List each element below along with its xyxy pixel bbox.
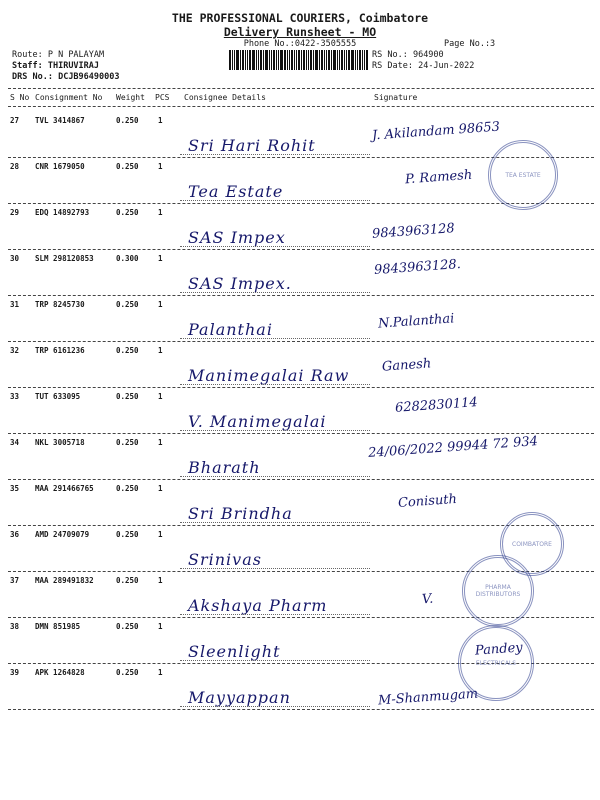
barcode-bar	[229, 50, 231, 70]
stamp-3: PHARMA DISTRIBUTORS	[462, 555, 534, 627]
barcode-bar	[294, 50, 295, 70]
row-signature: V.	[421, 591, 434, 608]
row-consignment: SLM 298120853	[35, 254, 94, 263]
consignee-line	[180, 154, 370, 155]
rs-number: RS No.: 964900	[372, 50, 444, 60]
row-pcs: 1	[158, 346, 163, 355]
barcode-bar	[301, 50, 302, 70]
row-weight: 0.250	[116, 484, 139, 493]
barcode-bar	[291, 50, 293, 70]
stamp-1: TEA ESTATE	[488, 140, 558, 210]
barcode	[229, 50, 369, 70]
col-consignment: Consignment No	[35, 93, 103, 102]
row-consignment: TUT 633095	[35, 392, 81, 401]
consignee-line	[180, 292, 370, 293]
barcode-bar	[263, 50, 264, 70]
row-consignee-handwritten: Tea Estate	[188, 182, 284, 201]
barcode-bar	[341, 50, 343, 70]
barcode-bar	[315, 50, 318, 70]
barcode-bar	[346, 50, 347, 70]
row-sno: 29	[10, 208, 20, 217]
row-signature: Pandey	[474, 640, 524, 659]
row-consignment: DMN 851985	[35, 622, 81, 631]
row-weight: 0.250	[116, 668, 139, 677]
company-title: THE PROFESSIONAL COURIERS, Coimbatore	[171, 11, 429, 25]
row-pcs: 1	[158, 392, 163, 401]
row-consignee-handwritten: Srinivas	[188, 550, 262, 569]
row-weight: 0.250	[116, 162, 139, 171]
barcode-bar	[245, 50, 246, 70]
barcode-bar	[242, 50, 244, 70]
barcode-bar	[303, 50, 305, 70]
barcode-bar	[366, 50, 368, 70]
row-pcs: 1	[158, 208, 163, 217]
row-consignee-handwritten: Bharath	[188, 458, 261, 477]
barcode-bar	[348, 50, 350, 70]
row-separator	[8, 295, 594, 296]
row-weight: 0.300	[116, 254, 139, 263]
row-signature: Conisuth	[397, 491, 458, 512]
row-signature: J. Akilandam 98653	[371, 119, 501, 144]
barcode-bar	[284, 50, 286, 70]
col-weight: Weight	[116, 93, 145, 102]
row-signature: 9843963128	[371, 221, 456, 242]
barcode-bar	[333, 50, 336, 70]
row-weight: 0.250	[116, 116, 139, 125]
row-weight: 0.250	[116, 622, 139, 631]
row-sno: 30	[10, 254, 20, 263]
barcode-bar	[256, 50, 257, 70]
row-consignment: CNR 1679050	[35, 162, 85, 171]
consignee-line	[180, 706, 370, 707]
row-consignee-handwritten: Akshaya Pharm	[188, 596, 328, 615]
consignee-line	[180, 568, 370, 569]
col-consignee: Consignee Details	[184, 93, 266, 102]
barcode-bar	[234, 50, 235, 70]
row-consignment: MAA 289491832	[35, 576, 94, 585]
row-consignee-handwritten: V. Manimegalai	[188, 412, 327, 431]
barcode-bar	[357, 50, 358, 70]
row-signature: 24/06/2022 99944 72 934	[367, 434, 539, 461]
row-separator	[8, 479, 594, 480]
row-consignee-handwritten: Palanthai	[188, 320, 273, 339]
row-pcs: 1	[158, 116, 163, 125]
row-pcs: 1	[158, 438, 163, 447]
stamp-4: ELECTRICALS	[458, 625, 534, 701]
row-pcs: 1	[158, 530, 163, 539]
route-line: Route: P N PALAYAM	[12, 50, 105, 60]
row-consignment: NKL 3005718	[35, 438, 85, 447]
barcode-bar	[258, 50, 259, 70]
barcode-bar	[269, 50, 270, 70]
consignee-line	[180, 200, 370, 201]
row-consignment: EDQ 14892793	[35, 208, 90, 217]
barcode-bar	[240, 50, 241, 70]
row-sno: 38	[10, 622, 20, 631]
row-weight: 0.250	[116, 392, 139, 401]
barcode-bar	[289, 50, 290, 70]
barcode-bar	[344, 50, 345, 70]
header-rule-bottom	[8, 106, 594, 107]
row-weight: 0.250	[116, 438, 139, 447]
barcode-bar	[260, 50, 262, 70]
row-sno: 32	[10, 346, 20, 355]
barcode-bar	[271, 50, 272, 70]
row-sno: 27	[10, 116, 20, 125]
row-sno: 36	[10, 530, 20, 539]
row-separator	[8, 249, 594, 250]
barcode-bar	[308, 50, 309, 70]
row-separator	[8, 709, 594, 710]
barcode-bar	[298, 50, 301, 70]
barcode-bar	[355, 50, 356, 70]
barcode-bar	[351, 50, 354, 70]
barcode-bar	[331, 50, 332, 70]
consignee-line	[180, 660, 370, 661]
page-number: Page No.:3	[444, 39, 496, 49]
barcode-bar	[306, 50, 307, 70]
row-signature: Ganesh	[381, 356, 432, 375]
row-pcs: 1	[158, 162, 163, 171]
barcode-bar	[364, 50, 365, 70]
row-weight: 0.250	[116, 300, 139, 309]
row-weight: 0.250	[116, 346, 139, 355]
row-signature: P. Ramesh	[404, 167, 473, 188]
barcode-bar	[337, 50, 338, 70]
row-sno: 31	[10, 300, 20, 309]
stamp-2: COIMBATORE	[500, 512, 564, 576]
row-sno: 37	[10, 576, 20, 585]
row-consignment: APK 1264828	[35, 668, 85, 677]
barcode-bar	[321, 50, 323, 70]
barcode-bar	[287, 50, 288, 70]
consignee-line	[180, 384, 370, 385]
row-pcs: 1	[158, 576, 163, 585]
row-pcs: 1	[158, 622, 163, 631]
row-consignment: TVL 3414867	[35, 116, 85, 125]
barcode-bar	[339, 50, 340, 70]
row-pcs: 1	[158, 300, 163, 309]
row-weight: 0.250	[116, 530, 139, 539]
row-consignment: MAA 291466765	[35, 484, 94, 493]
row-separator	[8, 433, 594, 434]
consignee-line	[180, 430, 370, 431]
barcode-bar	[265, 50, 268, 70]
barcode-bar	[319, 50, 320, 70]
header-rule-top	[8, 88, 594, 89]
barcode-bar	[313, 50, 314, 70]
row-signature: 6282830114	[394, 395, 479, 416]
row-consignee-handwritten: Sleenlight	[188, 642, 281, 661]
row-consignee-handwritten: Manimegalai Raw	[188, 366, 350, 385]
runsheet-title: Delivery Runsheet - MO	[223, 25, 377, 39]
barcode-bar	[247, 50, 248, 70]
barcode-bar	[328, 50, 330, 70]
row-weight: 0.250	[116, 208, 139, 217]
barcode-bar	[232, 50, 233, 70]
row-pcs: 1	[158, 484, 163, 493]
barcode-bar	[310, 50, 312, 70]
consignee-line	[180, 338, 370, 339]
barcode-bar	[296, 50, 297, 70]
row-weight: 0.250	[116, 576, 139, 585]
row-consignee-handwritten: SAS Impex	[188, 228, 286, 247]
barcode-bar	[273, 50, 275, 70]
consignee-line	[180, 476, 370, 477]
row-pcs: 1	[158, 668, 163, 677]
barcode-bar	[236, 50, 239, 70]
row-sno: 34	[10, 438, 20, 447]
barcode-bar	[359, 50, 361, 70]
row-sno: 33	[10, 392, 20, 401]
barcode-bar	[252, 50, 255, 70]
row-consignment: TRP 8245730	[35, 300, 85, 309]
row-separator	[8, 341, 594, 342]
consignee-line	[180, 246, 370, 247]
row-signature: M-Shanmugam	[377, 686, 479, 709]
row-separator	[8, 387, 594, 388]
row-signature: 9843963128.	[373, 256, 462, 279]
row-sno: 39	[10, 668, 20, 677]
col-sno: S No	[10, 93, 30, 102]
col-signature: Signature	[374, 93, 418, 102]
barcode-bar	[249, 50, 251, 70]
barcode-bar	[324, 50, 325, 70]
row-pcs: 1	[158, 254, 163, 263]
consignee-line	[180, 614, 370, 615]
consignee-line	[180, 522, 370, 523]
barcode-bar	[362, 50, 363, 70]
row-consignee-handwritten: SAS Impex.	[188, 274, 292, 293]
staff-line: Staff: THIRUVIRAJ	[12, 61, 100, 71]
phone-number: Phone No.:0422-3505555	[243, 39, 357, 49]
row-consignment: AMD 24709079	[35, 530, 90, 539]
rs-date: RS Date: 24-Jun-2022	[372, 61, 475, 71]
row-sno: 28	[10, 162, 20, 171]
barcode-bar	[278, 50, 279, 70]
row-consignee-handwritten: Sri Brindha	[188, 504, 293, 523]
row-signature: N.Palanthai	[377, 311, 455, 332]
row-consignee-handwritten: Mayyappan	[188, 688, 291, 707]
barcode-bar	[276, 50, 277, 70]
row-consignment: TRP 6161236	[35, 346, 85, 355]
col-pcs: PCS	[155, 93, 170, 102]
row-sno: 35	[10, 484, 20, 493]
drs-line: DRS No.: DCJB96490003	[12, 72, 120, 82]
barcode-bar	[280, 50, 283, 70]
barcode-bar	[326, 50, 327, 70]
row-consignee-handwritten: Sri Hari Rohit	[188, 136, 316, 155]
